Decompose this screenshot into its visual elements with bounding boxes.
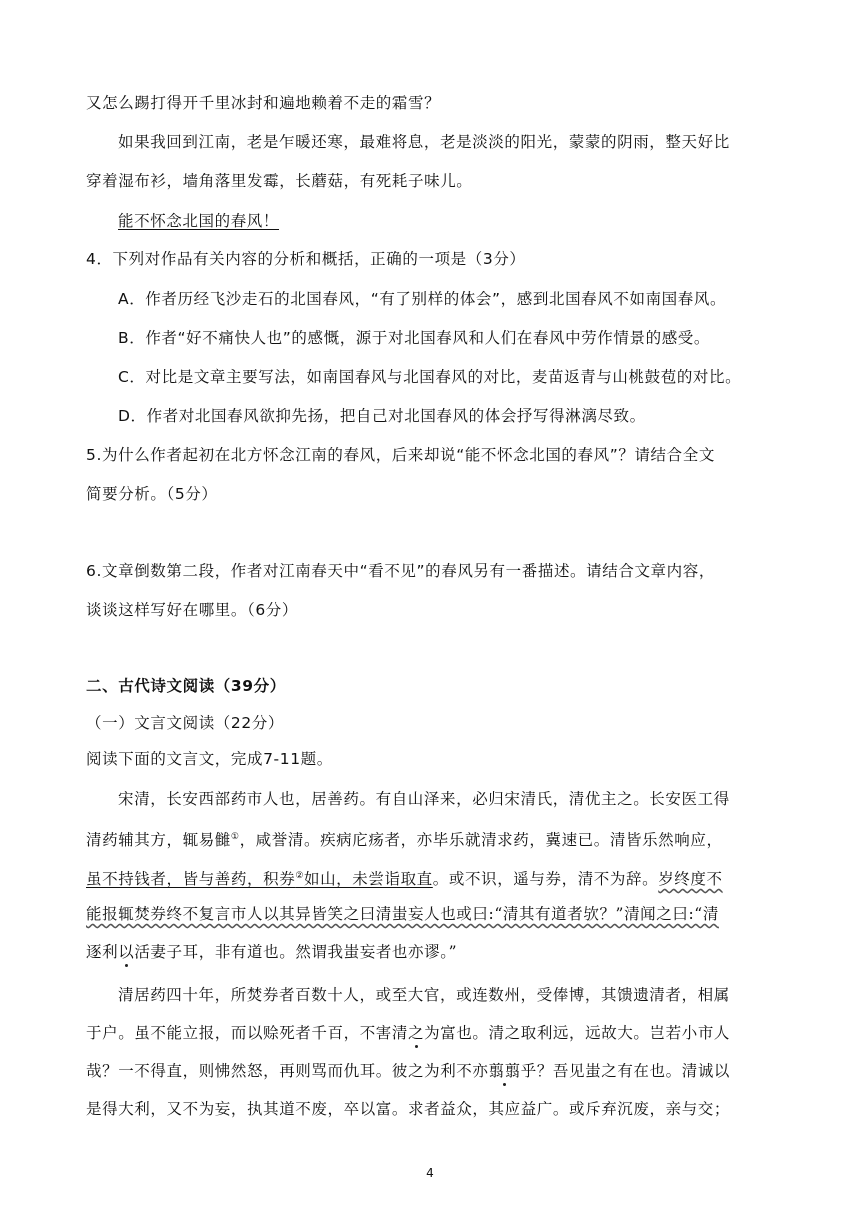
question-6-line: 谈谈这样写好在哪里。（6分） [86,601,299,619]
dotted-emphasis-chars: 翦翦 [488,1062,521,1080]
question-4-option-d: D．作者对北国春风欲抑先扬，把自己对北国春风的体会抒写得淋漓尽致。 [118,407,646,425]
classical-text-span: 为富也。清之取利远，远故大。岂若小市人 [424,1024,731,1042]
footnote-marker: ① [230,832,240,842]
question-4-option-b: B．作者“好不痛快人也”的感慨，源于对北国春风和人们在春风中劳作情景的感受。 [118,329,710,347]
classical-text-span: 哉？一不得直，则怫然怒，再则骂而仇耳。彼之为利不亦 [86,1062,489,1080]
question-4-stem: 4．下列对作品有关内容的分析和概括，正确的一项是（3分） [86,250,526,268]
question-4-option-a: A．作者历经飞沙走石的北国春风，“有了别样的体会”，感到北国春风不如南国春风。 [118,290,727,308]
question-5-line: 5.为什么作者起初在北方怀念江南的春风，后来却说“能不怀念北国的春风”？请结合全文 [86,446,715,464]
underlined-sentence [86,870,433,888]
classical-text-line: 是得大利，又不为妄，执其道不废，卒以富。求者益众，其应益广。或斥弃沉废，亲与交； [86,1100,731,1118]
passage-line: 又怎么踢打得开千里冰封和遍地赖着不走的霜雪？ [86,94,441,112]
page-number: 4 [426,1166,434,1180]
classical-text-span: 清药辅其方，辄易雠 [86,831,231,849]
section-subtitle: （一）文言文阅读（22分） [86,714,285,732]
classical-text-line: 清居药四十年，所焚券者百数十人，或至大官，或连数州，受俸博，其馈遗清者，相属 [118,986,730,1004]
section-instruction: 阅读下面的文言文，完成7-11题。 [86,750,333,768]
classical-text-span: 于户。虽不能立报，而以赊死者千百，不害清 [86,1024,409,1042]
classical-text-span: 。或不识，遥与券，清不为辞。 [432,870,659,888]
footnote-marker: ② [295,871,304,881]
classical-text-span: 乎？吾见蚩之有在也。清诚以 [520,1062,731,1080]
passage-closing-line: 能不怀念北国的春风！ [118,212,280,230]
classical-text-line [86,941,457,963]
question-4-option-c: C．对比是文章主要写法，如南国春风与北国春风的对比，麦苗返青与山桃鼓苞的对比。 [118,368,742,386]
passage-line: 穿着湿布衫，墙角落里发霉，长蘑菇，有死耗子味儿。 [86,172,473,190]
classical-text-line [86,1022,730,1044]
classical-text-line [86,1060,730,1082]
question-6-line: 6.文章倒数第二段，作者对江南春天中“看不见”的春风另有一番描述。请结合文章内容， [86,562,715,580]
dotted-emphasis-char: 之 [408,1024,425,1042]
passage-line: 如果我回到江南，老是乍暖还寒，最难将息，老是淡淡的阳光，蒙蒙的阴雨，整天好比 [118,133,730,151]
section-title: 二、古代诗文阅读（39分） [86,677,286,695]
wavy-underlined-line [86,903,719,925]
classical-text-span: 如山，未尝诣取直 [303,870,433,888]
classical-text-line [86,865,723,890]
wavy-underlined-text: 岁终度不 [658,870,723,888]
classical-text-span: 逐利 [86,943,119,961]
classical-text-span: 活妻子耳，非有道也。然谓我蚩妄者也亦谬。” [134,943,458,961]
question-5-line: 简要分析。（5分） [86,485,218,503]
classical-text-line [86,826,723,851]
classical-text-line: 宋清，长安西部药市人也，居善药。有自山泽来，必归宋清氏，清优主之。长安医工得 [118,790,730,808]
dotted-emphasis-char: 以 [118,943,135,961]
classical-text-span: ，咸誉清。疾病庀疡者，亦毕乐就清求药，冀速已。清皆乐然响应， [239,831,723,849]
wavy-underlined-text: 能报辄焚券终不复言市人以其异皆笑之曰清蚩妄人也或曰:“清其有道者欤？”清闻之曰:“清 [86,905,719,923]
classical-text-span: 虽不持钱者，皆与善药，积券 [86,870,296,888]
